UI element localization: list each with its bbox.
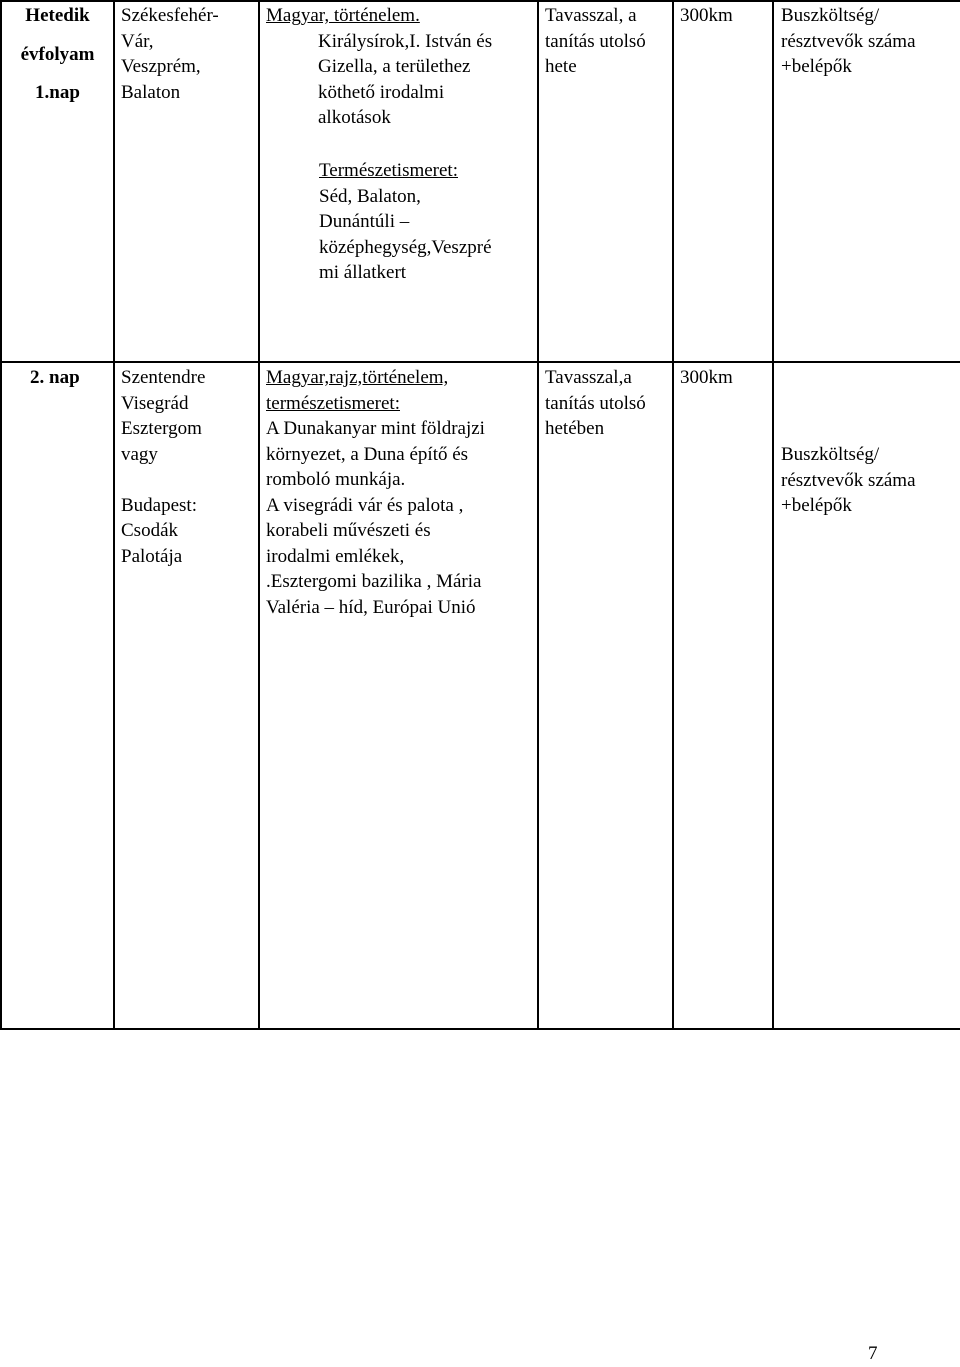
- place-line: Budapest:: [121, 494, 197, 516]
- place-line: Veszprém,: [121, 56, 201, 77]
- place-line: vagy: [121, 443, 158, 465]
- place-line: Székesfehér-: [121, 5, 219, 26]
- cost-line: +belépők: [781, 495, 852, 516]
- cost-line: +belépők: [781, 56, 852, 77]
- table-border-left: [0, 0, 2, 1030]
- page-number: 7: [868, 1343, 878, 1364]
- distance-value: 300km: [680, 5, 733, 26]
- row1-time: [545, 3, 646, 80]
- nature-line: mi állatkert: [319, 262, 407, 283]
- table-row-divider: [0, 361, 960, 363]
- row1-costs: [781, 3, 916, 80]
- nature-line: Dunántúli –: [319, 211, 410, 232]
- row1-subjects: [266, 3, 531, 131]
- grade-day-label: [2, 3, 113, 106]
- table-column-divider: [672, 0, 674, 1030]
- row1-nature-studies: [319, 158, 492, 286]
- subject-line: Gizella, a területhez: [318, 56, 471, 77]
- nature-line: középhegység,Veszpré: [319, 236, 492, 258]
- cost-line: Buszköltség/: [781, 5, 880, 26]
- table-border-bottom: [0, 1028, 960, 1030]
- place-line: Esztergom: [121, 418, 202, 439]
- place-line: Visegrád: [121, 392, 189, 414]
- table-column-divider: [772, 0, 774, 1030]
- time-line: hetében: [545, 418, 605, 439]
- row2-time: [545, 365, 646, 442]
- subject-line: Királysírok,I. István és: [318, 30, 493, 52]
- subject-line: Magyar, történelem.: [266, 5, 420, 26]
- subject-line: korabeli művészeti és: [266, 520, 431, 541]
- subject-line: .Esztergomi bazilika , Mária: [266, 571, 482, 592]
- table-column-divider: [258, 0, 260, 1030]
- grade-line: évfolyam: [20, 43, 95, 65]
- table-border-top: [0, 0, 960, 2]
- subject-line: környezet, a Duna építő és: [266, 443, 469, 465]
- grade-line: Hetedik: [25, 5, 90, 26]
- table-column-divider: [113, 0, 115, 1030]
- subject-line: romboló munkája.: [266, 469, 406, 490]
- cost-line: résztvevők száma: [781, 469, 916, 491]
- place-line: Balaton: [121, 81, 181, 103]
- place-line: [121, 467, 205, 493]
- table-column-divider: [537, 0, 539, 1030]
- subject-line: természetismeret:: [266, 392, 400, 414]
- subject-line: A Dunakanyar mint földrajzi: [266, 418, 485, 439]
- time-line: Tavasszal,a: [545, 367, 632, 388]
- row2-subjects: [266, 365, 531, 620]
- nature-line: Séd, Balaton,: [319, 185, 421, 207]
- place-line: Csodák: [121, 520, 178, 541]
- row1-place: [121, 3, 219, 105]
- time-line: Tavasszal, a: [545, 5, 637, 26]
- time-line: hete: [545, 56, 577, 77]
- row2-day: [30, 365, 80, 391]
- time-line: tanítás utolsó: [545, 392, 646, 414]
- row1-distance: [680, 3, 733, 29]
- row2-costs: [781, 442, 916, 519]
- cost-line: Buszköltség/: [781, 444, 880, 465]
- day-label: 2. nap: [30, 367, 80, 388]
- subject-line: köthető irodalmi: [318, 81, 445, 103]
- subject-line: A visegrádi vár és palota ,: [266, 494, 464, 516]
- day-line: 1.nap: [35, 82, 80, 103]
- nature-line: Természetismeret:: [319, 160, 458, 181]
- subject-line: Valéria – híd, Európai Unió: [266, 596, 476, 618]
- distance-value: 300km: [680, 367, 733, 388]
- cost-line: résztvevők száma: [781, 30, 916, 52]
- place-line: Vár,: [121, 30, 154, 52]
- subject-line: alkotások: [318, 107, 391, 128]
- time-line: tanítás utolsó: [545, 30, 646, 52]
- place-line: Szentendre: [121, 367, 206, 388]
- subject-line: irodalmi emlékek,: [266, 545, 405, 567]
- row2-distance: [680, 365, 733, 391]
- subject-line: Magyar,rajz,történelem,: [266, 367, 449, 388]
- row2-place: [121, 365, 205, 569]
- place-line: Palotája: [121, 545, 183, 567]
